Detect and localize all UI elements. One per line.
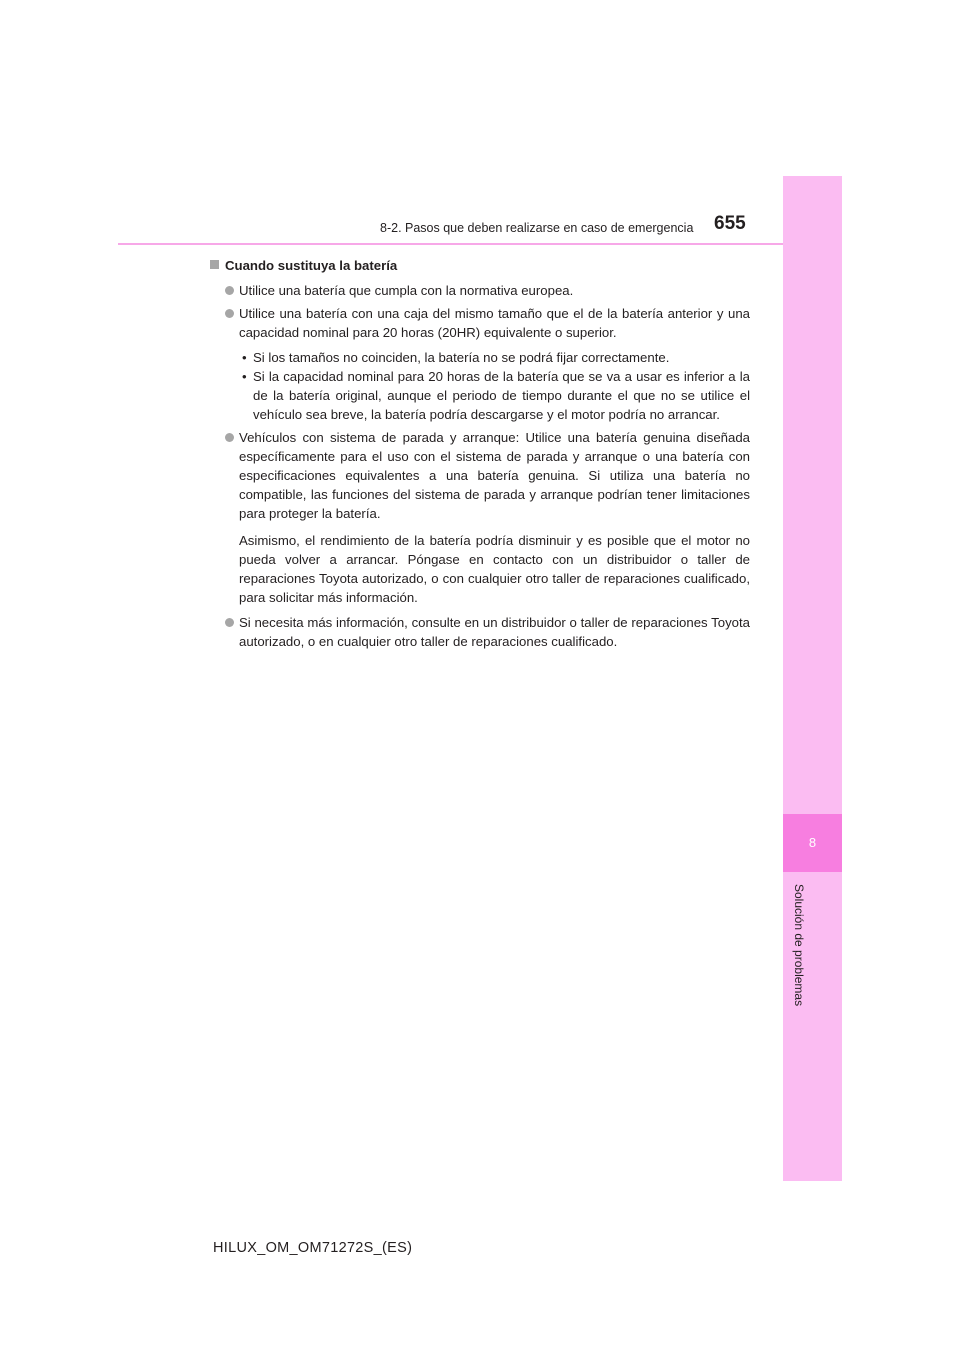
page-content	[210, 256, 750, 655]
page-number: 655	[714, 213, 746, 234]
sub-list-item	[239, 348, 750, 367]
chapter-title-vertical: Solución de problemas	[792, 884, 806, 1007]
sub-bullet-mark: •	[242, 350, 247, 365]
square-bullet-icon	[210, 260, 219, 269]
bullet-item	[210, 304, 750, 342]
sub-item-text: Si los tamaños no coinciden, la batería no se podrá fijar correctamente.	[253, 350, 670, 365]
circle-bullet-icon	[225, 286, 234, 295]
bullet-text: Utilice una batería con una caja del mismo tamaño que el de la batería anterior y una capacidad nominal para 20 horas (20HR) equivalente o superior.	[239, 306, 750, 340]
bullet-text: Vehículos con sistema de parada y arranque: Utilice una batería genuina diseñada específicamente para el uso con el sistema de parada y arranque o una batería con especificaciones equivalentes a una batería genuina. Si utiliza una batería no compatible, las funciones del sistema de parada y arranque podrían tener limitaciones para proteger la batería.	[239, 430, 750, 521]
chapter-side-tab	[783, 176, 842, 1181]
header-divider	[118, 243, 842, 245]
sub-item-text: Si la capacidad nominal para 20 horas de la batería que se va a usar es inferior a la de la batería original, aunque el periodo de tiempo durante el que no se utilice el vehículo sea breve, la batería podría descargarse y el motor podría no arrancar.	[253, 369, 750, 422]
header-section-title: 8-2. Pasos que deben realizarse en caso de emergencia	[380, 221, 694, 235]
sub-list	[239, 348, 750, 424]
circle-bullet-icon	[225, 433, 234, 442]
sub-list-item	[239, 367, 750, 424]
bullet-text: Si necesita más información, consulte en un distribuidor o taller de reparaciones Toyota autorizado, o en cualquier otro taller de reparaciones cualificado.	[239, 615, 750, 649]
continuation-paragraph: Asimismo, el rendimiento de la batería podría disminuir y es posible que el motor no pueda volver a arrancar. Póngase en contacto con un distribuidor o taller de reparaciones Toyota autorizado, o con cualquier otro taller de reparaciones cualificado, para solicitar más información.	[239, 533, 750, 605]
sub-bullet-mark: •	[242, 369, 247, 384]
bullet-item	[210, 428, 750, 523]
section-heading	[210, 256, 750, 275]
bullet-item	[210, 613, 750, 651]
circle-bullet-icon	[225, 309, 234, 318]
circle-bullet-icon	[225, 618, 234, 627]
chapter-number-tab: 8	[783, 814, 842, 872]
document-code: HILUX_OM_OM71272S_(ES)	[213, 1240, 413, 1256]
bullet-item	[210, 281, 750, 300]
section-heading-text: Cuando sustituya la batería	[225, 258, 398, 273]
bullet-text: Utilice una batería que cumpla con la normativa europea.	[239, 283, 574, 298]
